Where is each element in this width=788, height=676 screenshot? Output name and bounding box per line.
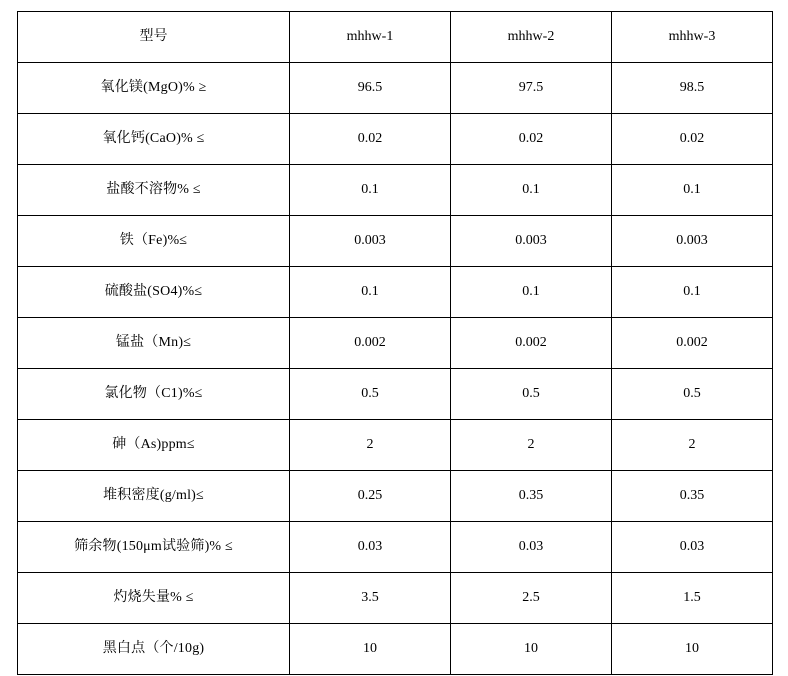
row-label: 砷（As)ppm≤ <box>18 420 290 471</box>
row-label: 氯化物（C1)%≤ <box>18 369 290 420</box>
row-value-3: 0.002 <box>612 318 773 369</box>
row-value-1: 2 <box>290 420 451 471</box>
table-row <box>18 471 773 522</box>
table-row <box>18 318 773 369</box>
row-label: 硫酸盐(SO4)%≤ <box>18 267 290 318</box>
row-value-2: 2.5 <box>451 573 612 624</box>
row-label: 筛余物(150μm试验筛)% ≤ <box>18 522 290 573</box>
table-row <box>18 573 773 624</box>
row-value-1: 0.003 <box>290 216 451 267</box>
table-row <box>18 624 773 675</box>
header-label-cell: 型号 <box>18 12 290 63</box>
row-value-2: 0.1 <box>451 165 612 216</box>
row-value-3: 0.35 <box>612 471 773 522</box>
row-value-2: 0.02 <box>451 114 612 165</box>
table-row <box>18 420 773 471</box>
table-row <box>18 369 773 420</box>
row-value-3: 0.03 <box>612 522 773 573</box>
row-value-1: 3.5 <box>290 573 451 624</box>
table-row <box>18 267 773 318</box>
row-value-2: 10 <box>451 624 612 675</box>
table-body <box>18 12 773 675</box>
row-value-1: 0.02 <box>290 114 451 165</box>
row-label: 堆积密度(g/ml)≤ <box>18 471 290 522</box>
row-label: 灼烧失量% ≤ <box>18 573 290 624</box>
table-row <box>18 216 773 267</box>
row-value-1: 0.1 <box>290 267 451 318</box>
row-value-1: 0.03 <box>290 522 451 573</box>
row-value-3: 1.5 <box>612 573 773 624</box>
row-label: 氧化镁(MgO)% ≥ <box>18 63 290 114</box>
row-value-3: 0.02 <box>612 114 773 165</box>
row-value-2: 0.002 <box>451 318 612 369</box>
header-col-2: mhhw-2 <box>451 12 612 63</box>
table-row <box>18 165 773 216</box>
row-value-1: 10 <box>290 624 451 675</box>
row-value-3: 0.5 <box>612 369 773 420</box>
row-value-2: 0.003 <box>451 216 612 267</box>
row-value-3: 10 <box>612 624 773 675</box>
row-value-3: 98.5 <box>612 63 773 114</box>
row-value-3: 0.1 <box>612 165 773 216</box>
row-value-1: 96.5 <box>290 63 451 114</box>
row-value-1: 0.5 <box>290 369 451 420</box>
table-row <box>18 63 773 114</box>
row-value-2: 0.5 <box>451 369 612 420</box>
row-value-3: 0.003 <box>612 216 773 267</box>
row-value-3: 2 <box>612 420 773 471</box>
header-col-1: mhhw-1 <box>290 12 451 63</box>
row-value-2: 0.1 <box>451 267 612 318</box>
row-label: 铁（Fe)%≤ <box>18 216 290 267</box>
row-value-3: 0.1 <box>612 267 773 318</box>
row-value-1: 0.002 <box>290 318 451 369</box>
row-label: 氧化钙(CaO)% ≤ <box>18 114 290 165</box>
row-value-1: 0.25 <box>290 471 451 522</box>
header-col-3: mhhw-3 <box>612 12 773 63</box>
row-value-2: 2 <box>451 420 612 471</box>
table-row <box>18 114 773 165</box>
row-value-2: 0.03 <box>451 522 612 573</box>
table-row <box>18 522 773 573</box>
row-label: 锰盐（Mn)≤ <box>18 318 290 369</box>
row-label: 黑白点（个/10g) <box>18 624 290 675</box>
row-value-2: 97.5 <box>451 63 612 114</box>
specification-table <box>17 11 773 675</box>
row-value-1: 0.1 <box>290 165 451 216</box>
table-header-row <box>18 12 773 63</box>
row-value-2: 0.35 <box>451 471 612 522</box>
row-label: 盐酸不溶物% ≤ <box>18 165 290 216</box>
